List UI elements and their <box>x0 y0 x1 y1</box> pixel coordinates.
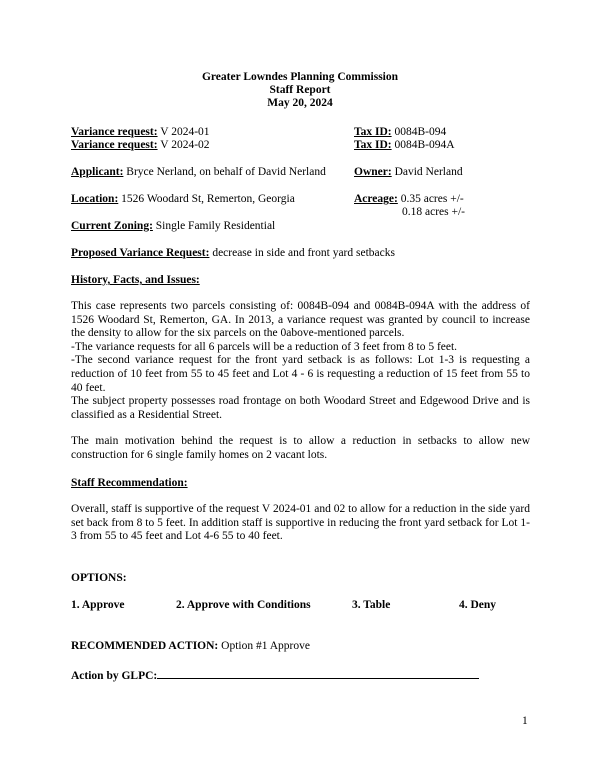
option-deny: 4. Deny <box>459 599 497 611</box>
history-para-4: The subject property possesses road frontage on both Woodard Street and Edgewood Drive and is classified as a Residential Street. <box>71 395 530 421</box>
history-paragraphs <box>71 300 530 422</box>
taxid-label-2: Tax ID: <box>354 139 392 151</box>
proposed-label: Proposed Variance Request: <box>71 247 210 259</box>
page-number: 1 <box>522 715 528 727</box>
recommended-value: Option #1 Approve <box>221 640 310 652</box>
staff-heading: Staff Recommendation: <box>71 477 188 489</box>
history-heading: History, Facts, and Issues: <box>71 274 200 286</box>
history-para-5: The main motivation behind the request is to allow a reduction in setbacks to allow new construction for 6 single family homes on 2 vacant lots. <box>71 435 530 461</box>
acreage-value-1: 0.35 acres +/- <box>400 193 464 205</box>
header-date: May 20, 2024 <box>267 97 333 109</box>
option-approve-with-conditions: 2. Approve with Conditions <box>176 599 311 611</box>
history-para-1: This case represents two parcels consisting of: 0084B-094 and 0084B-094A with the address of 1526 Woodard St, Remerton, GA. In 2013, a variance request was granted by council to increase the density to allow for the six parcels on the 0above-mentioned parcels. <box>71 300 530 340</box>
variance-row-1 <box>71 125 210 139</box>
header-report: Staff Report <box>269 84 331 96</box>
acreage-value-2: 0.18 acres +/- <box>402 206 466 218</box>
option-approve: 1. Approve <box>71 599 125 611</box>
applicant-value: Bryce Nerland, on behalf of David Nerland <box>126 166 326 178</box>
zoning-value: Single Family Residential <box>155 220 276 232</box>
action-signature-line <box>157 666 479 679</box>
header-org: Greater Lowndes Planning Commission <box>201 71 399 83</box>
taxid-row-1 <box>354 125 446 139</box>
action-label: Action by GLPC: <box>71 670 158 682</box>
taxid-value-1: 0084B-094 <box>394 126 447 138</box>
acreage-row <box>354 192 464 206</box>
proposed-value: decrease in side and front yard setbacks <box>212 247 395 259</box>
action-row <box>71 666 479 683</box>
taxid-label-1: Tax ID: <box>354 126 392 138</box>
zoning-row <box>71 219 275 233</box>
recommended-label: RECOMMENDED ACTION: <box>71 640 219 652</box>
variance-label-2: Variance request: <box>71 139 158 151</box>
location-value: 1526 Woodard St, Remerton, Georgia <box>121 193 295 205</box>
variance-value-1: V 2024-01 <box>160 126 210 138</box>
taxid-row-2 <box>354 138 455 152</box>
variance-row-2 <box>71 138 210 152</box>
acreage-label: Acreage: <box>354 193 398 205</box>
staff-para: Overall, staff is supportive of the request V 2024-01 and 02 to allow for a reduction in the side yard set back from 8 to 5 feet. In addition staff is supportive in reducing the front yard setback for Lot 1-3 from 55 to 45 feet and Lot 4-6 55 to 40 feet. <box>71 503 530 543</box>
applicant-row <box>71 165 326 179</box>
history-para-2: -The variance requests for all 6 parcels will be a reduction of 3 feet from 8 to 5 feet. <box>71 340 458 353</box>
applicant-label: Applicant: <box>71 166 124 178</box>
options-heading: OPTIONS: <box>71 572 127 584</box>
variance-value-2: V 2024-02 <box>160 139 210 151</box>
owner-label: Owner: <box>354 166 392 178</box>
owner-row <box>354 165 463 179</box>
owner-value: David Nerland <box>394 166 463 178</box>
zoning-label: Current Zoning: <box>71 220 153 232</box>
location-row <box>71 192 295 206</box>
recommended-row <box>71 639 310 653</box>
option-table: 3. Table <box>352 599 391 611</box>
variance-label-1: Variance request: <box>71 126 158 138</box>
taxid-value-2: 0084B-094A <box>394 139 455 151</box>
location-label: Location: <box>71 193 119 205</box>
history-para-3: -The second variance request for the front yard setback is as follows: Lot 1-3 is requesting a reduction of 10 feet from 55 to 45 feet and Lot 4 - 6 is requesting a reduction of 15 feet from 55 to 40 feet. <box>71 354 530 394</box>
proposed-row <box>71 246 395 260</box>
